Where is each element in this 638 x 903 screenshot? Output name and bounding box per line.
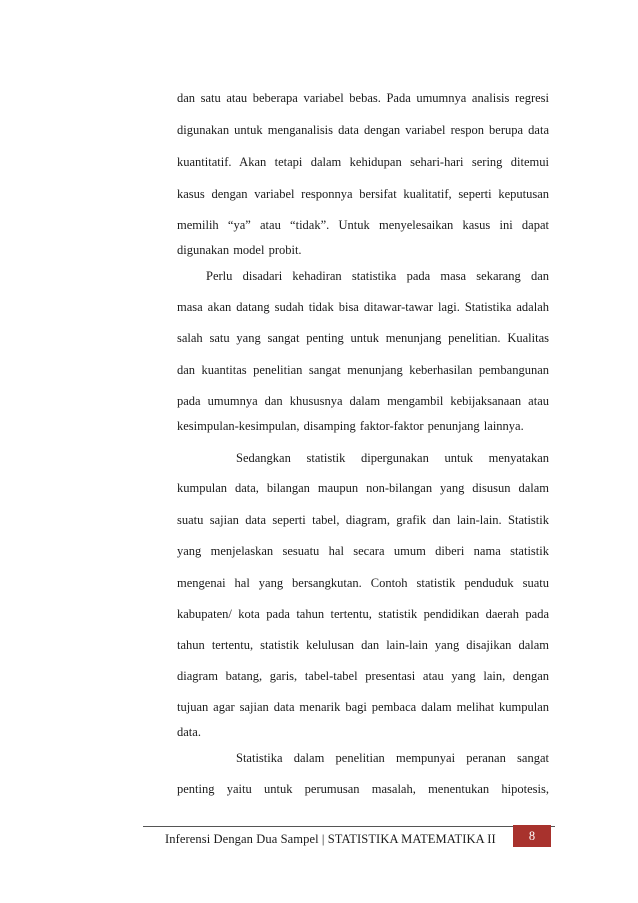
text-line: suatu sajian data seperti tabel, diagram, grafik dan lain-lain. Statistik [177, 513, 549, 527]
text-line: kesimpulan-kesimpulan, disamping faktor-faktor penunjang lainnya. [177, 419, 524, 433]
text-line: salah satu yang sangat penting untuk menunjang penelitian. Kualitas [177, 331, 549, 345]
footer-title: Inferensi Dengan Dua Sampel | STATISTIKA MATEMATIKA II [165, 832, 496, 846]
text-line: data. [177, 725, 201, 739]
text-line: kabupaten/ kota pada tahun tertentu, statistik pendidikan daerah pada [177, 607, 549, 621]
text-line: kumpulan data, bilangan maupun non-bilangan yang disusun dalam [177, 481, 549, 495]
text-line: kuantitatif. Akan tetapi dalam kehidupan sehari-hari sering ditemui [177, 155, 549, 169]
text-line: tujuan agar sajian data menarik bagi pembaca dalam melihat kumpulan [177, 700, 549, 714]
text-line: digunakan untuk menganalisis data dengan variabel respon berupa data [177, 123, 549, 137]
text-line: Statistika dalam penelitian mempunyai peranan sangat [236, 751, 549, 765]
text-line: diagram batang, garis, tabel-tabel presentasi atau yang lain, dengan [177, 669, 549, 683]
text-line: kasus dengan variabel responnya bersifat kualitatif, seperti keputusan [177, 187, 549, 201]
text-line: digunakan model probit. [177, 243, 302, 257]
text-line: mengenai hal yang bersangkutan. Contoh statistik penduduk suatu [177, 576, 549, 590]
footer-divider [143, 826, 555, 827]
page-number-badge: 8 [513, 825, 551, 847]
text-line: Perlu disadari kehadiran statistika pada masa sekarang dan [206, 269, 549, 283]
text-line: Sedangkan statistik dipergunakan untuk menyatakan [236, 451, 549, 465]
text-line: dan satu atau beberapa variabel bebas. Pada umumnya analisis regresi [177, 91, 549, 105]
text-line: masa akan datang sudah tidak bisa ditawar-tawar lagi. Statistika adalah [177, 300, 549, 314]
text-line: penting yaitu untuk perumusan masalah, menentukan hipotesis, [177, 782, 549, 796]
text-line: yang menjelaskan sesuatu hal secara umum diberi nama statistik [177, 544, 549, 558]
text-line: dan kuantitas penelitian sangat menunjang keberhasilan pembangunan [177, 363, 549, 377]
text-line: pada umumnya dan khususnya dalam mengambil kebijaksanaan atau [177, 394, 549, 408]
text-line: tahun tertentu, statistik kelulusan dan lain-lain yang disajikan dalam [177, 638, 549, 652]
text-line: memilih “ya” atau “tidak”. Untuk menyelesaikan kasus ini dapat [177, 218, 549, 232]
